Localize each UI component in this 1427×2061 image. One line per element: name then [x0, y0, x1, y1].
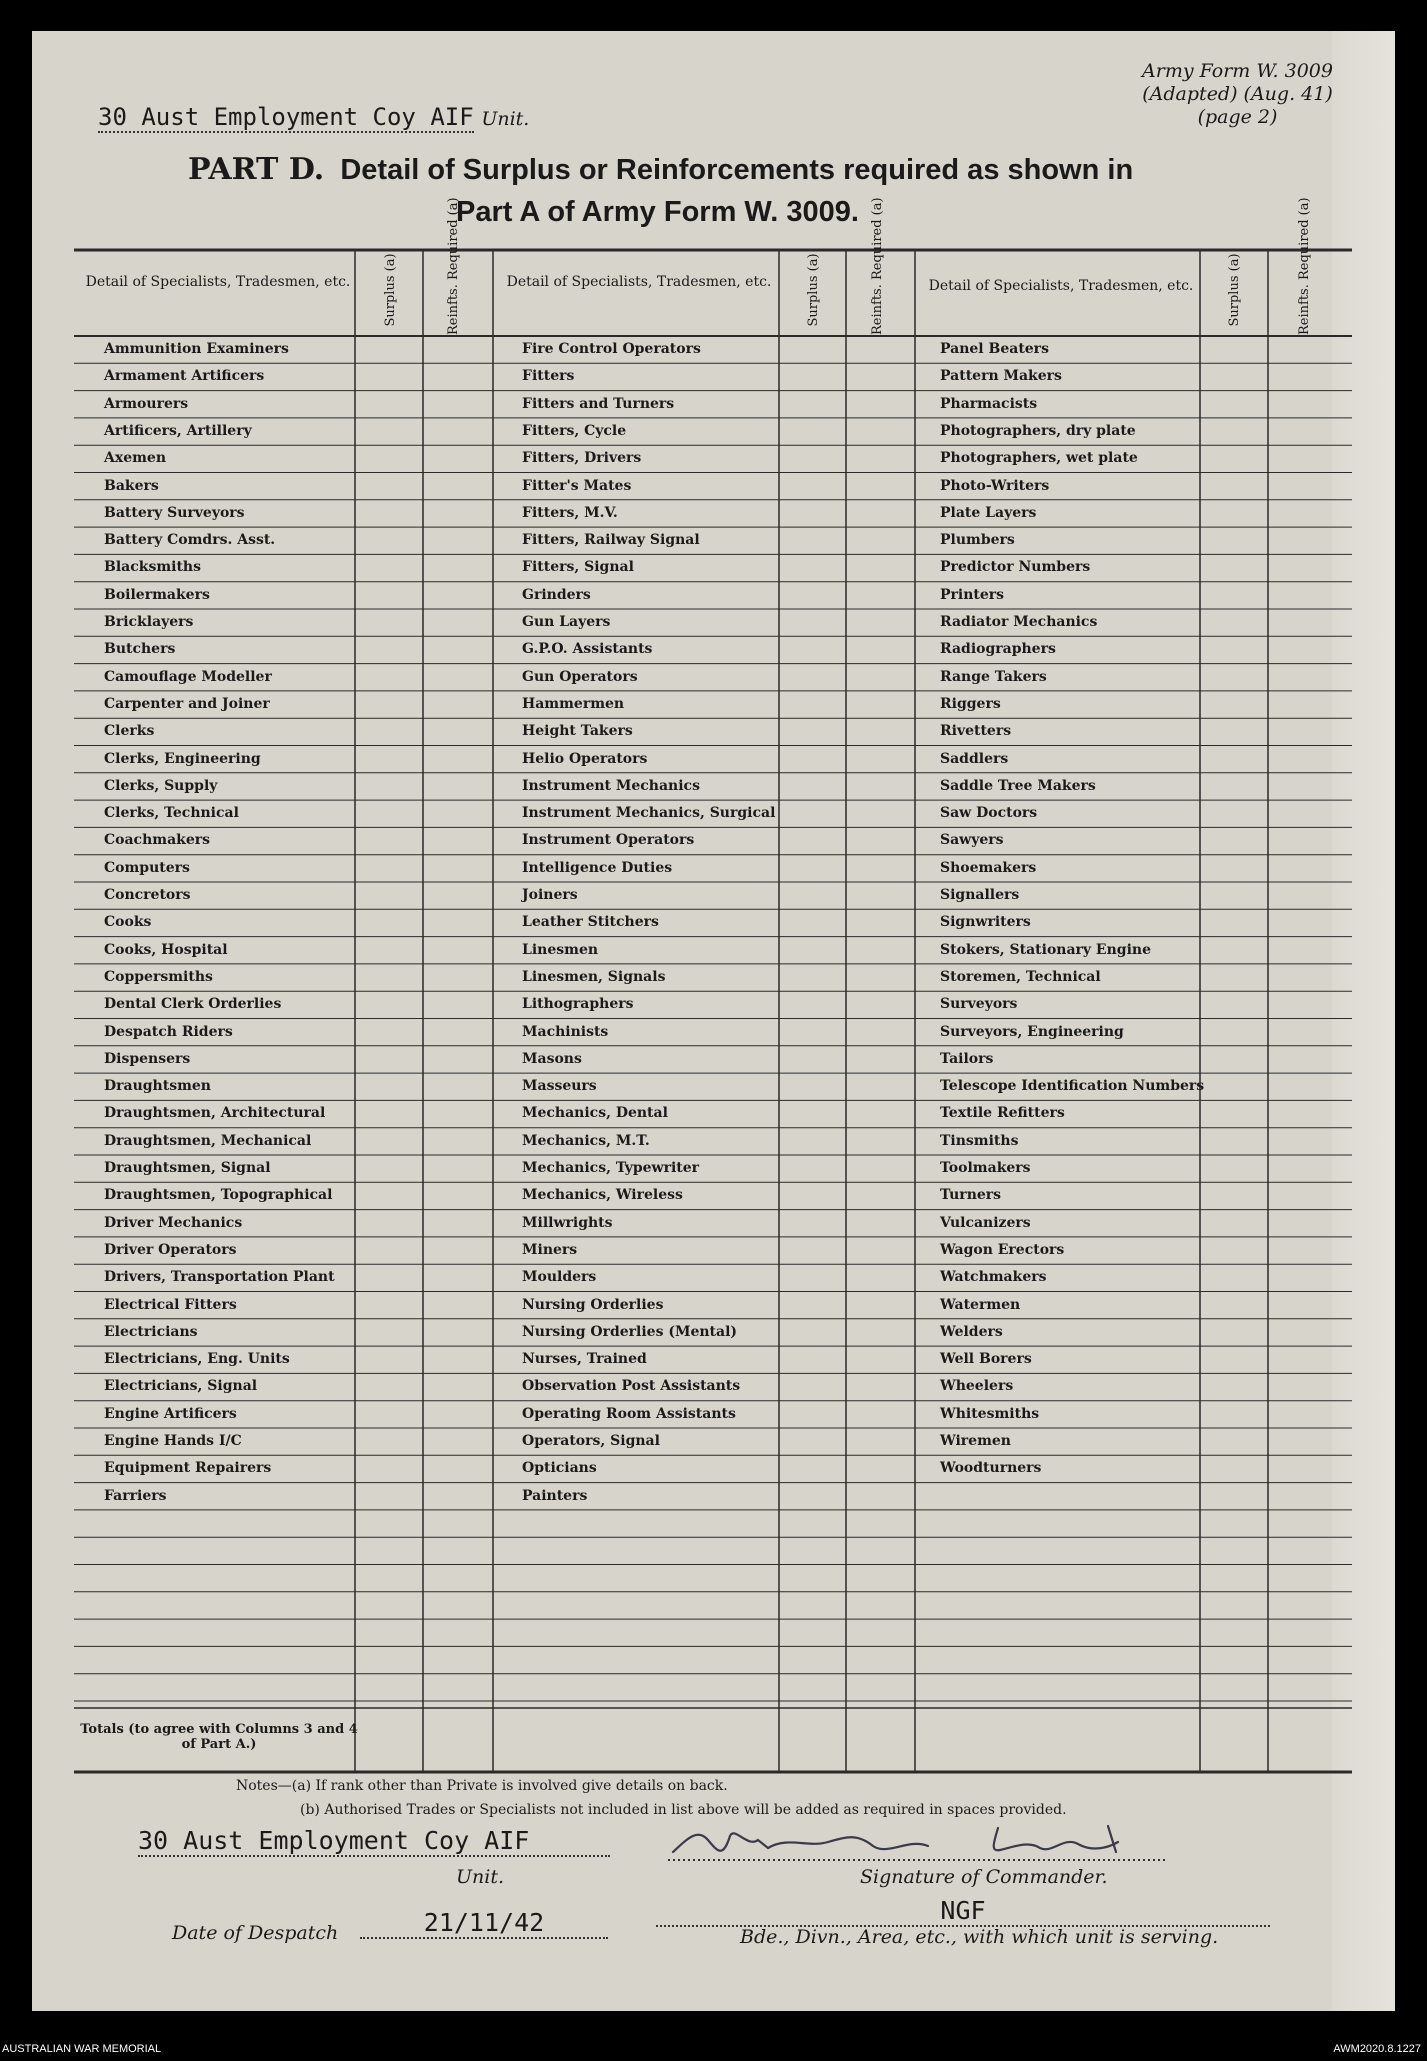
table-row-label: Draughtsmen [104, 1078, 211, 1095]
form-ref-line3: (page 2) [1197, 106, 1278, 128]
table-row-label: Draughtsmen, Topographical [104, 1187, 333, 1204]
table-row-label: Battery Comdrs. Asst. [104, 532, 276, 549]
table-row-label: Clerks, Technical [104, 805, 239, 822]
table-row-label: Joiners [522, 887, 578, 903]
table-row-label: Opticians [522, 1460, 597, 1477]
table-row-label: Instrument Operators [522, 832, 695, 849]
table-row-label: Storemen, Technical [940, 968, 1101, 985]
table-row-label: Fitter's Mates [522, 477, 632, 494]
table-row-label: Riggers [940, 695, 1001, 712]
table-row-label: Operators, Signal [522, 1433, 660, 1449]
note-a: Notes—(a) If rank other than Private is involved give details on back. [236, 1778, 728, 1794]
table-row-label: Photographers, dry plate [940, 422, 1136, 439]
col-header-detail-1: Detail of Specialists, Tradesmen, etc. [85, 274, 351, 290]
table-row-label: Photographers, wet plate [940, 450, 1138, 467]
table-row-label: Ammunition Examiners [104, 341, 289, 357]
table-row-label: Watchmakers [940, 1269, 1047, 1286]
table-row-label: Mechanics, Wireless [522, 1187, 683, 1204]
table-row-label: Tailors [940, 1050, 994, 1067]
note-b: (b) Authorised Trades or Specialists not included in list above will be added as required in spaces provided. [300, 1802, 1067, 1818]
table-row-label: Cooks [104, 914, 152, 931]
form-ref-line1: Army Form W. 3009 [1142, 60, 1333, 82]
table-row-label: Armourers [104, 395, 189, 412]
col-header-surplus-3: Surplus (a) [1227, 253, 1242, 327]
table-row-label: Clerks [104, 723, 155, 740]
table-row-label: Fitters, Signal [522, 559, 634, 576]
table-row-label: Wheelers [940, 1378, 1014, 1395]
table-row-label: Draughtsmen, Architectural [104, 1105, 326, 1122]
table-row-label: Leather Stitchers [522, 914, 659, 931]
unit-value: 30 Aust Employment Coy AIF [98, 103, 474, 131]
table-row-label: Driver Mechanics [104, 1214, 243, 1231]
title-line2: Part A of Army Form W. 3009. [456, 196, 859, 228]
table-row-label: Panel Beaters [940, 341, 1049, 357]
col-header-surplus-2: Surplus (a) [806, 253, 821, 327]
table-row-label: Telescope Identification Numbers [940, 1078, 1205, 1095]
table-row-label: Signwriters [940, 914, 1031, 931]
table-row-label: Nursing Orderlies [522, 1296, 664, 1313]
table-row-label: Toolmakers [940, 1160, 1031, 1176]
table-row-label: Clerks, Engineering [104, 750, 261, 767]
table-row-label: Fitters, M.V. [522, 504, 618, 521]
title-line1: Detail of Surplus or Reinforcements required as shown in [340, 154, 1134, 186]
table-row-label: Woodturners [940, 1460, 1042, 1477]
table-row-label: Range Takers [940, 668, 1047, 685]
date-label: Date of Despatch [172, 1922, 339, 1944]
table-row-label: Farriers [104, 1487, 167, 1504]
table-row-label: Hammermen [522, 695, 625, 712]
table-row-label: Electricians, Signal [104, 1378, 258, 1395]
table-row-label: Moulders [522, 1269, 597, 1286]
table-row-label: Well Borers [940, 1351, 1032, 1368]
table-row-label: Fitters, Cycle [522, 422, 627, 439]
table-row-label: Masons [522, 1050, 582, 1067]
table-row-label: Pharmacists [940, 395, 1038, 412]
table-row-label: Mechanics, Typewriter [522, 1160, 700, 1176]
form-ref-line2: (Adapted) (Aug. 41) [1142, 83, 1333, 105]
table-row-label: Fitters and Turners [522, 395, 675, 412]
table-row-label: Wagon Erectors [940, 1241, 1065, 1258]
table-row-label: Gun Layers [522, 614, 611, 630]
table-row-label: Plumbers [940, 532, 1015, 549]
col-header-detail-2: Detail of Specialists, Tradesmen, etc. [506, 274, 772, 290]
table-row-label: Photo-Writers [940, 477, 1050, 494]
table-row-label: Mechanics, M.T. [522, 1132, 650, 1149]
table-row-label: Painters [522, 1487, 588, 1504]
table-row-label: Grinders [522, 586, 591, 603]
table-row-label: Vulcanizers [940, 1214, 1031, 1231]
table-row-label: Radiographers [940, 641, 1056, 658]
table-row-label: Electricians, Eng. Units [104, 1351, 290, 1368]
table-row-label: Coppersmiths [104, 968, 213, 985]
table-row-label: Millwrights [522, 1214, 613, 1231]
table-row-label: Miners [522, 1241, 578, 1258]
table-row-label: Plate Layers [940, 504, 1037, 521]
table-row-label: Saddlers [940, 750, 1009, 767]
table-row-label: Armament Artificers [104, 368, 265, 385]
table-row-label: Machinists [522, 1023, 609, 1040]
table-row-label: Gun Operators [522, 668, 638, 685]
table-row-label: Nurses, Trained [522, 1351, 647, 1368]
table-row-label: Fitters [522, 368, 575, 385]
table-row-label: Welders [940, 1323, 1003, 1340]
table-row-label: Boilermakers [104, 586, 210, 603]
col-header-reinf-1: Reinfts. Required (a) [446, 197, 461, 335]
table-row-label: Printers [940, 586, 1005, 603]
date-value: 21/11/42 [360, 1908, 608, 1939]
table-row-label: Blacksmiths [104, 559, 201, 576]
table-row-label: Shoemakers [940, 859, 1037, 876]
table-row-label: Engine Artificers [104, 1405, 237, 1422]
table-row-label: Axemen [104, 450, 167, 467]
table-row-label: Fitters, Drivers [522, 450, 642, 467]
table-row-label: Observation Post Assistants [522, 1378, 741, 1395]
table-row-label: Linesmen, Signals [522, 968, 666, 985]
commander-signature [668, 1818, 1168, 1864]
col-header-detail-3: Detail of Specialists, Tradesmen, etc. [928, 278, 1194, 294]
table-row-label: Sawyers [940, 832, 1004, 849]
table-row-label: Tinsmiths [940, 1132, 1019, 1149]
table-row-label: Radiator Mechanics [940, 614, 1098, 630]
table-row-label: Camouflage Modeller [104, 668, 272, 685]
area-value: NGF [656, 1896, 1270, 1927]
table-row-label: Rivetters [940, 723, 1012, 740]
table-row-label: Wiremen [940, 1433, 1011, 1449]
table-row-label: Nursing Orderlies (Mental) [522, 1323, 738, 1340]
table-row-label: Despatch Riders [104, 1023, 233, 1040]
table-row-label: Instrument Mechanics [522, 777, 700, 794]
table-row-label: Watermen [940, 1296, 1021, 1313]
table-row-label: Helio Operators [522, 750, 648, 767]
table-row-label: Engine Hands I/C [104, 1433, 242, 1449]
table-row-label: G.P.O. Assistants [522, 641, 653, 658]
table-row-label: Predictor Numbers [940, 559, 1091, 576]
table-row-label: Signallers [940, 887, 1020, 903]
table-row-label: Draughtsmen, Mechanical [104, 1132, 312, 1149]
table-row-label: Masseurs [522, 1078, 597, 1095]
footer-unit-value: 30 Aust Employment Coy AIF [138, 1826, 610, 1857]
table-row-label: Stokers, Stationary Engine [940, 941, 1151, 958]
table-row-label: Cooks, Hospital [104, 941, 228, 958]
archive-right: AWM2020.8.1227 [1333, 2043, 1421, 2055]
table-row-label: Fitters, Railway Signal [522, 532, 700, 549]
table-row-label: Equipment Repairers [104, 1460, 272, 1477]
table-row-label: Pattern Makers [940, 368, 1062, 385]
footer-unit-label: Unit. [456, 1866, 505, 1888]
unit-word: Unit. [481, 108, 530, 130]
table-row-label: Draughtsmen, Signal [104, 1160, 271, 1176]
table-row-label: Battery Surveyors [104, 504, 245, 521]
table-row-label: Lithographers [522, 996, 634, 1013]
table-row-label: Surveyors [940, 996, 1018, 1013]
table-row-label: Bricklayers [104, 614, 194, 630]
table-row-label: Whitesmiths [940, 1405, 1040, 1422]
table-row-label: Carpenter and Joiner [104, 695, 270, 712]
table-row-label: Electrical Fitters [104, 1296, 237, 1313]
table-row-label: Operating Room Assistants [522, 1405, 736, 1422]
table-row-label: Instrument Mechanics, Surgical [522, 805, 776, 822]
col-header-reinf-2: Reinfts. Required (a) [870, 197, 885, 335]
table-row-label: Linesmen [522, 941, 599, 958]
part-label: PART D. [188, 152, 325, 187]
table-row-label: Saw Doctors [940, 805, 1038, 822]
table-row-label: Mechanics, Dental [522, 1105, 668, 1122]
table-row-label: Electricians [104, 1323, 198, 1340]
table-row-label: Intelligence Duties [522, 859, 673, 876]
table-row-label: Drivers, Transportation Plant [104, 1269, 335, 1286]
table-row-label: Driver Operators [104, 1241, 237, 1258]
signature-label: Signature of Commander. [860, 1866, 1108, 1888]
totals-label: Totals (to agree with Columns 3 and 4 of Part A.) [80, 1722, 358, 1752]
table-row-label: Coachmakers [104, 832, 211, 849]
area-label: Bde., Divn., Area, etc., with which unit is serving. [740, 1926, 1219, 1948]
table-row-label: Height Takers [522, 723, 633, 740]
table-row-label: Clerks, Supply [104, 777, 218, 794]
table-row-label: Concretors [104, 887, 191, 903]
table-row-label: Bakers [104, 477, 159, 494]
table-row-label: Computers [104, 859, 190, 876]
table-row-label: Butchers [104, 641, 176, 658]
table-row-label: Fire Control Operators [522, 341, 701, 357]
table-row-label: Surveyors, Engineering [940, 1023, 1124, 1040]
table-row-label: Artificers, Artillery [104, 422, 252, 439]
table-row-label: Textile Refitters [940, 1105, 1065, 1122]
col-header-reinf-3: Reinfts. Required (a) [1297, 197, 1312, 335]
col-header-surplus-1: Surplus (a) [383, 253, 398, 327]
table-row-label: Dental Clerk Orderlies [104, 996, 282, 1013]
table-row-label: Saddle Tree Makers [940, 777, 1096, 794]
archive-left: AUSTRALIAN WAR MEMORIAL [2, 2043, 162, 2055]
table-row-label: Dispensers [104, 1050, 191, 1067]
table-row-label: Turners [940, 1187, 1002, 1204]
